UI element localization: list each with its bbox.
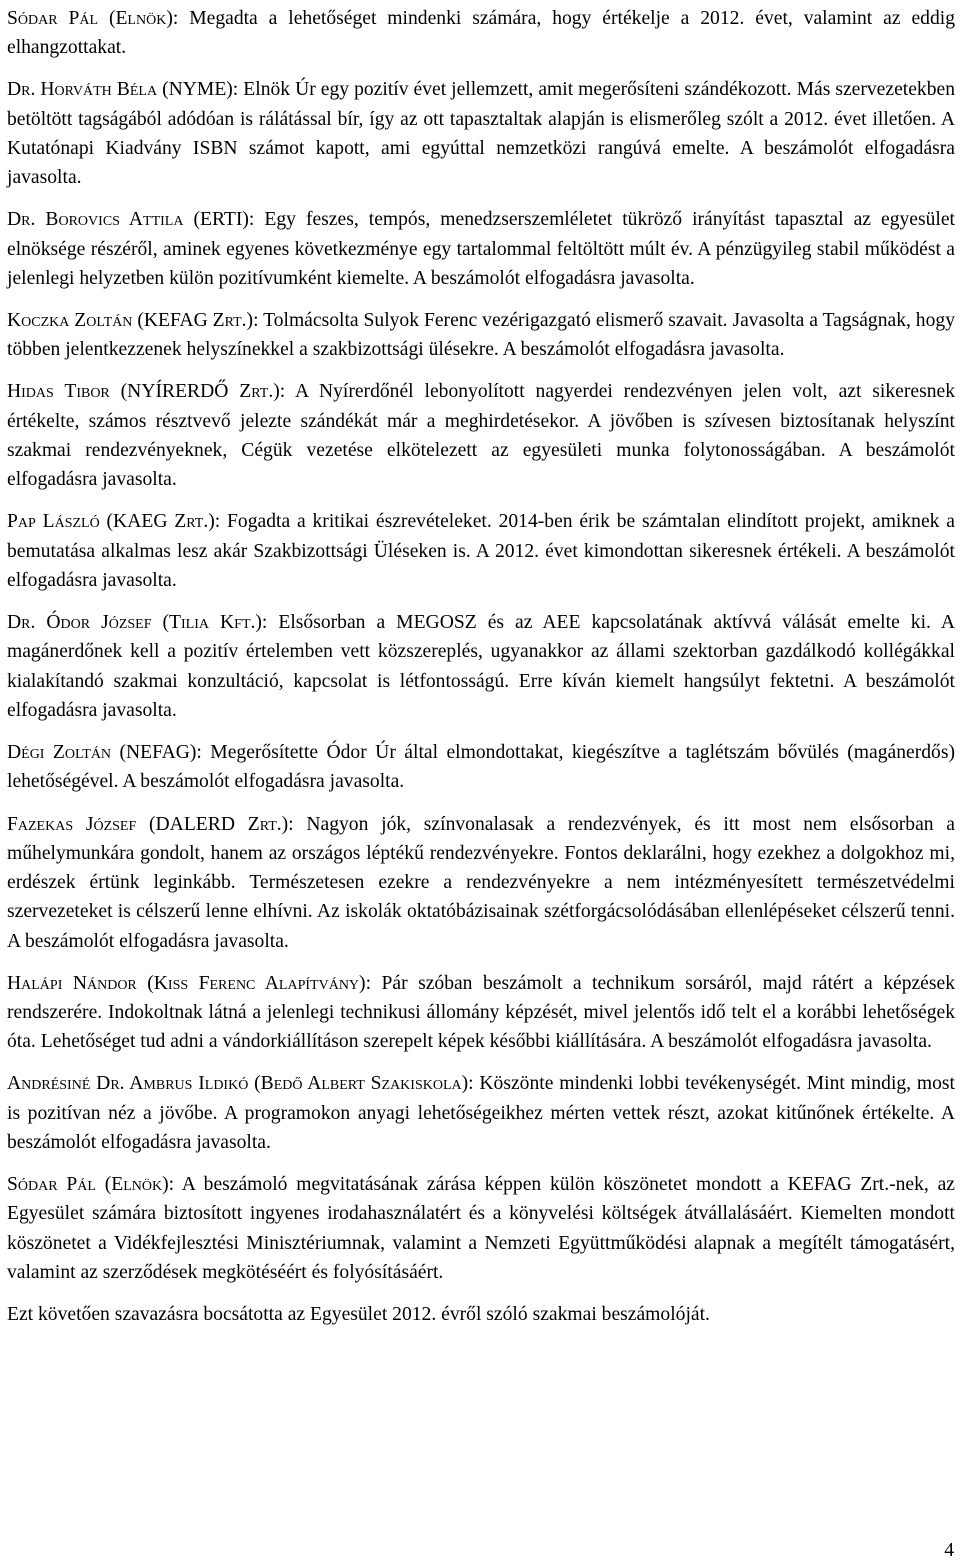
paragraph-text: Fogadta a kritikai észrevételeket. 2014-ben érik be számtalan elindított projekt, amiknek a bemutatása alkalmas lesz akár Szakbizottsági Üléseken is. A 2012. évet kimondottan sikeresnek értékeli. A beszámolót elfogadásra javasolta. bbox=[7, 511, 955, 592]
speaker-name: Dr. Ódor József (Tilia Kft.): bbox=[7, 612, 268, 634]
paragraph-text: : A beszámoló megvitatásának zárása képpen külön köszönetet mondott a KEFAG Zrt.-nek, az Egyesület számára biztosított ingyenes irodahasználatért és a könyvelési költségek átvállalásáért. Kiemelten mondott köszönetet a Vidékfejlesztési Minisztériumnak, valamint a Nemzeti Együttműködési alapnak a megítélt támogatásért, valamint az szerződések megkötéséért és folyósításáért. bbox=[7, 1174, 956, 1284]
paragraph-halapi bbox=[7, 969, 955, 1057]
paragraph-vote bbox=[7, 1300, 955, 1329]
speaker-name: Halápi Nándor (Kiss Ferenc Alapítvány): bbox=[7, 972, 372, 994]
paragraph-sodar-closing bbox=[7, 1170, 955, 1287]
speaker-name: Dégi Zoltán (NEFAG): bbox=[7, 742, 202, 764]
paragraph-horvath bbox=[7, 75, 955, 192]
speaker-name: Andrésiné Dr. Ambrus Ildikó (Bedő Albert Szakiskola) bbox=[7, 1073, 469, 1095]
paragraph-text: Megadta a lehetőséget mindenki számára, hogy értékelje a 2012. évet, valamint az eddig elhangzottakat. bbox=[7, 8, 955, 59]
paragraph-borovics bbox=[7, 205, 955, 293]
paragraph-text: Tolmácsolta Sulyok Ferenc vezérigazgató elismerő szavait. Javasolta a Tagságnak, hogy többen jelentkezzenek helyszínekkel a szakbizottsági ülésekre. A beszámolót elfogadásra javasolta. bbox=[7, 310, 955, 361]
paragraph-text: Nagyon jók, színvonalasak a rendezvények, és itt most nem elsősorban a műhelymunkára gondolt, hanem az országos léptékű rendezvényekre. Fontos deklarálni, hogy ezekhez a dolgokhoz mi, erdészek értünk leginkább. Természetesen ezekre a rendezvényekre a nem intézményesített természetvédelmi szervezeteket is célszerű lenne elhívni. Az iskolák oktatóbázisainak szétforgácsolódásában ellenlépéseket célszerű tenni. A beszámolót elfogadásra javasolta. bbox=[7, 813, 956, 952]
speaker-name: Pap László (KAEG Zrt.): bbox=[7, 511, 221, 533]
paragraph-pap bbox=[7, 507, 955, 595]
paragraph-text: : Köszönte mindenki lobbi tevékenységét. Mint mindig, most is pozitívan néz a jövőbe. A programokon anyagi lehetőségeikhez mérten vettek részt, azokat kitűnőnek értékelte. A beszámolót elfogadásra javasolta. bbox=[7, 1073, 955, 1154]
paragraph-fazekas bbox=[7, 810, 955, 956]
speaker-name: Dr. Borovics Attila (ERTI): bbox=[7, 209, 255, 231]
paragraph-hidas bbox=[7, 377, 955, 494]
speaker-name: Fazekas József (DALERD Zrt.): bbox=[7, 813, 294, 835]
paragraph-odor bbox=[7, 608, 955, 725]
speaker-name: Sódar Pál (Elnök): bbox=[7, 8, 179, 29]
paragraph-text: Elsősorban a MEGOSZ és az AEE kapcsolatának aktívvá válását emelte ki. A magánerdőnek kell a pozitív értelemben vett közszereplés, ugyanakkor az állami szektorban gazdálkodó kollégákkal kialakítandó szakmai konzultáció, kapcsolat is létfontosságú. Erre kíván kiemelt hangsúlyt fektetni. A beszámolót elfogadásra javasolta. bbox=[7, 612, 955, 722]
paragraph-text: Egy feszes, tempós, menedzserszemléletet tükröző irányítást tapasztal az egyesület elnöksége részéről, aminek egyenes következménye egy tartalommal feltöltött múlt év. A pénzügyileg stabil működést a jelenlegi helyzetben külön pozitívumként kiemelte. A beszámolót elfogadásra javasolta. bbox=[7, 209, 956, 289]
paragraph-andresine bbox=[7, 1069, 955, 1157]
speaker-name: Dr. Horváth Béla (NYME): bbox=[7, 79, 239, 101]
paragraph-text: Pár szóban beszámolt a technikum sorsáról, majd rátért a képzések rendszerére. Indokoltnak látná a jelenlegi technikusi állomány képzését, mivel jelentős idő telt el a korábbi lehetőségek óta. Lehetőséget tud adni a vándorkiállításon szerepelt képek későbbi kiállítására. A beszámolót elfogadásra javasolta. bbox=[7, 972, 956, 1053]
paragraph-sodar-opening bbox=[7, 4, 955, 63]
paragraph-koczka bbox=[7, 306, 955, 365]
paragraph-text: Elnök Úr egy pozitív évet jellemzett, amit megerősíteni szándékozott. Más szervezetekben betöltött tagságából adódóan is rálátással bír, így az ott tapasztaltak alapján is elismerőleg szólt a 2012. évet illetően. A Kutatónapi Kiadvány ISBN számot kapott, ami egyúttal nemzetközi rangúvá emelte. A beszámolót elfogadásra javasolta. bbox=[7, 79, 955, 189]
paragraph-degi bbox=[7, 738, 955, 797]
page-number: 4 bbox=[944, 1540, 954, 1561]
speaker-name: Sódar Pál (Elnök) bbox=[7, 1174, 169, 1196]
speaker-name: Koczka Zoltán (KEFAG Zrt.): bbox=[7, 310, 259, 332]
paragraph-text: Megerősítette Ódor Úr által elmondottakat, kiegészítve a taglétszám bővülés (magánerdős) lehetőségével. A beszámolót elfogadásra javasolta. bbox=[7, 742, 955, 793]
paragraph-text: A Nyírerdőnél lebonyolított nagyerdei rendezvényen jelen volt, azt sikeresnek értékelte, számos résztvevő jelezte szándékát már a meghirdetésekor. A jövőben is szívesen biztosítanak helyszínt szakmai rendezvényeknek, Cégük vezetése elkötelezett az egyesületi munka folytonosságában. A beszámolót elfogadásra javasolta. bbox=[7, 381, 955, 491]
paragraph-text: Ezt követően szavazásra bocsátotta az Egyesület 2012. évről szóló szakmai beszámolóját. bbox=[7, 1304, 710, 1326]
speaker-name: Hidas Tibor (NYÍRERDŐ Zrt.): bbox=[7, 381, 286, 403]
